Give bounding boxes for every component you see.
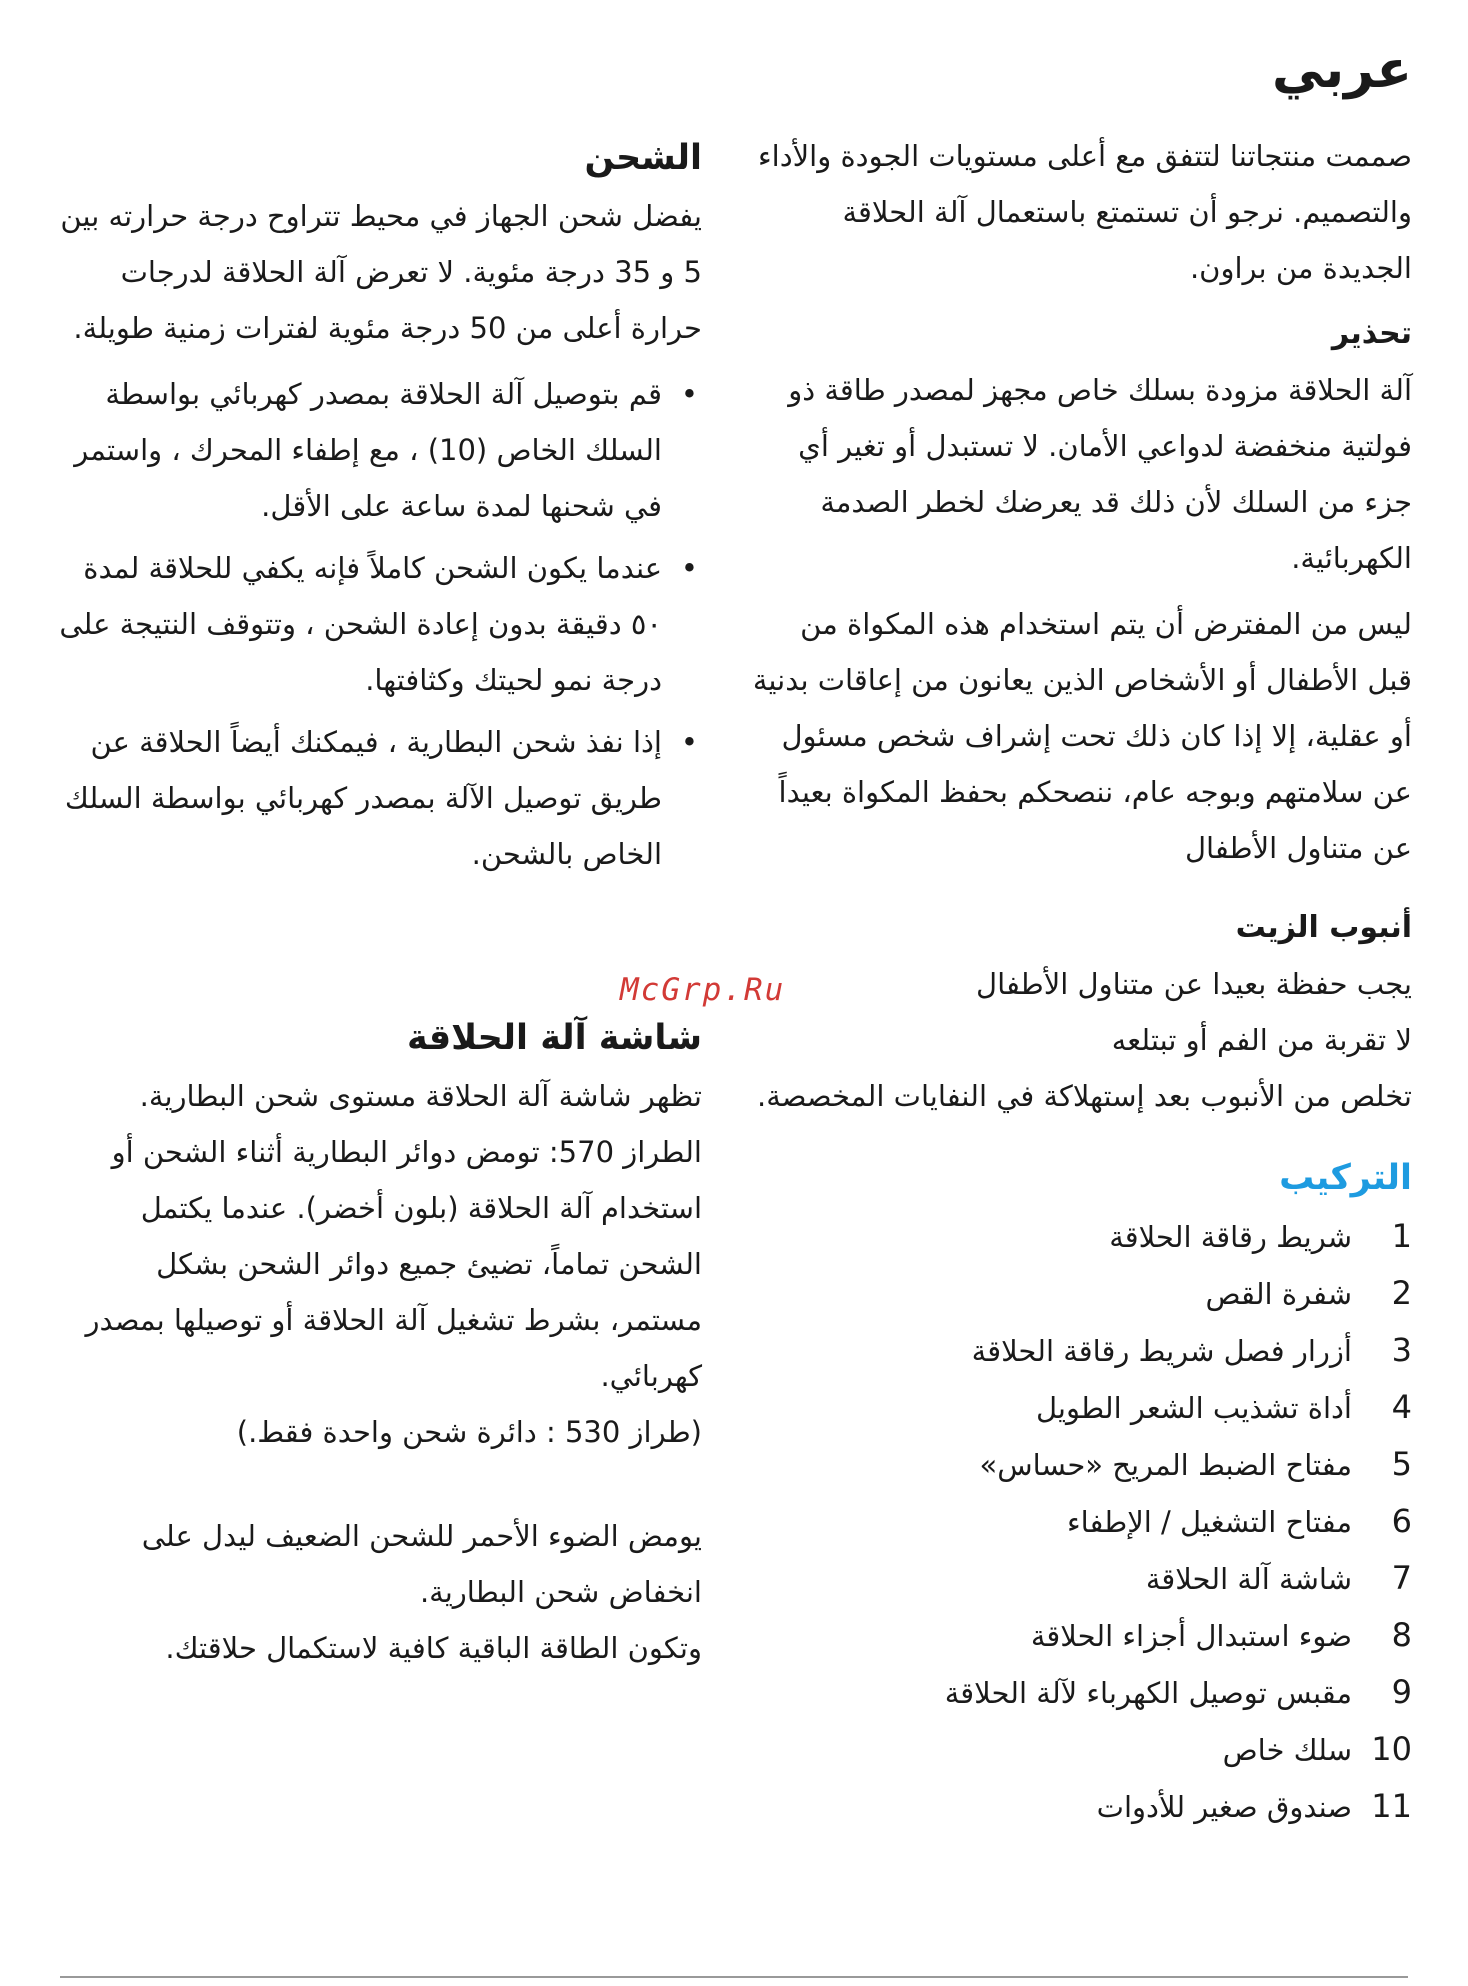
part-number: 3 xyxy=(1391,1331,1412,1369)
part-label: أزرار فصل شريط رقاقة الحلاقة xyxy=(971,1334,1352,1368)
part-label: مقبس توصيل الكهرباء لآلة الحلاقة xyxy=(944,1676,1352,1710)
display-line-1: تظهر شاشة آلة الحلاقة مستوى شحن البطارية. xyxy=(139,1079,702,1113)
part-label: شاشة آلة الحلاقة xyxy=(1145,1562,1352,1596)
part-label: مفتاح الضبط المريح «حساس» xyxy=(979,1448,1352,1482)
display-heading: شاشة آلة الحلاقة xyxy=(406,1018,702,1058)
part-item xyxy=(752,1550,1412,1607)
charging-text: يفضل شحن الجهاز في محيط تتراوح درجة حرارته بين 5 و 35 درجة مئوية. لا تعرض آلة الحلاقة لدرجات حرارة أعلى من 50 درجة مئوية لفترات زمنية طويلة. xyxy=(60,199,702,345)
watermark: McGrp.Ru xyxy=(620,972,786,1008)
part-item xyxy=(752,1265,1412,1322)
charging-bullet: • عندما يكون الشحن كاملاً فإنه يكفي للحلاقة لمدة ٥٠ دقيقة بدون إعادة الشحن ، وتتوقف النتيجة على درجة نمو لحيتك وكثافتها. xyxy=(56,540,662,708)
parts-list xyxy=(752,1208,1412,1835)
part-item xyxy=(752,1322,1412,1379)
part-label: شريط رقاقة الحلاقة xyxy=(1109,1220,1352,1254)
part-item xyxy=(752,1208,1412,1265)
part-item xyxy=(752,1778,1412,1835)
charging-bullet: • قم بتوصيل آلة الحلاقة بمصدر كهربائي بواسطة السلك الخاص (10) ، مع إطفاء المحرك ، واستمر في شحنها لمدة ساعة على الأقل. xyxy=(56,366,662,534)
part-number: 10 xyxy=(1371,1730,1412,1768)
display-line-4: يومض الضوء الأحمر للشحن الضعيف ليدل على انخفاض شحن البطارية. xyxy=(141,1519,702,1609)
right-column xyxy=(752,128,1412,1835)
part-number: 6 xyxy=(1391,1502,1412,1540)
part-item xyxy=(752,1607,1412,1664)
part-item xyxy=(752,1493,1412,1550)
part-number: 8 xyxy=(1391,1616,1412,1654)
oil-heading: أنبوب الزيت xyxy=(1235,910,1412,945)
part-item xyxy=(752,1379,1412,1436)
charging-bullet: • إذا نفذ شحن البطارية ، فيمكنك أيضاً الحلاقة عن طريق توصيل الآلة بمصدر كهربائي بواسطة السلك الخاص بالشحن. xyxy=(56,714,662,882)
bottom-divider xyxy=(60,1976,1408,1978)
display-line-5: وتكون الطاقة الباقية كافية لاستكمال حلاقتك. xyxy=(165,1631,702,1665)
assembly-heading: التركيب xyxy=(1279,1158,1412,1198)
warning-text-children: ليس من المفترض أن يتم استخدام هذه المكواة من قبل الأطفال أو الأشخاص الذين يعانون من إعاقات بدنية أو عقلية، إلا إذا كان ذلك تحت إشراف شخص مسئول عن سلامتهم وبوجه عام، ننصحكم بحفظ المكواة بعيداً عن متناول الأطفال xyxy=(752,607,1412,865)
part-label: ضوء استبدال أجزاء الحلاقة xyxy=(1030,1619,1352,1653)
part-item xyxy=(752,1664,1412,1721)
part-label: سلك خاص xyxy=(1222,1733,1352,1767)
part-item xyxy=(752,1721,1412,1778)
left-column xyxy=(56,128,702,1676)
intro-paragraph: صممت منتجاتنا لتتفق مع أعلى مستويات الجودة والأداء والتصميم. نرجو أن تستمتع باستعمال آلة الحلاقة الجديدة من براون. xyxy=(758,139,1412,285)
language-title: عربي xyxy=(1271,40,1412,100)
oil-line-1: يجب حفظة بعيدا عن متناول الأطفال xyxy=(976,967,1412,1001)
part-number: 4 xyxy=(1391,1388,1412,1426)
part-number: 1 xyxy=(1391,1217,1412,1255)
part-number: 11 xyxy=(1371,1787,1412,1825)
oil-line-2: لا تقربة من الفم أو تبتلعه xyxy=(1111,1023,1412,1057)
part-item xyxy=(752,1436,1412,1493)
warning-heading: تحذير xyxy=(1331,316,1412,351)
part-label: صندوق صغير للأدوات xyxy=(1096,1790,1352,1824)
part-number: 9 xyxy=(1391,1673,1412,1711)
part-label: أداة تشذيب الشعر الطويل xyxy=(1035,1391,1352,1425)
display-line-3: (طراز 530 : دائرة شحن واحدة فقط.) xyxy=(236,1415,702,1449)
oil-line-3: تخلص من الأنبوب بعد إستهلاكة في النفايات المخصصة. xyxy=(756,1079,1412,1113)
charging-heading: الشحن xyxy=(584,138,702,178)
warning-text-cord: آلة الحلاقة مزودة بسلك خاص مجهز لمصدر طاقة ذو فولتية منخفضة لدواعي الأمان. لا تستبدل أو تغير أي جزء من السلك لأن ذلك قد يعرضك لخطر الصدمة الكهربائية. xyxy=(788,373,1412,575)
display-line-2: الطراز 570: تومض دوائر البطارية أثناء الشحن أو استخدام آلة الحلاقة (بلون أخضر). عندما يكتمل الشحن تماماً، تضيئ جميع دوائر الشحن بشكل مستمر، بشرط تشغيل آلة الحلاقة أو توصيلها بمصدر كهربائي. xyxy=(85,1135,702,1393)
part-label: مفتاح التشغيل / الإطفاء xyxy=(1067,1505,1352,1539)
charging-bullets xyxy=(56,366,702,882)
part-number: 5 xyxy=(1391,1445,1412,1483)
part-number: 2 xyxy=(1391,1274,1412,1312)
part-label: شفرة القص xyxy=(1205,1277,1352,1311)
part-number: 7 xyxy=(1391,1559,1412,1597)
